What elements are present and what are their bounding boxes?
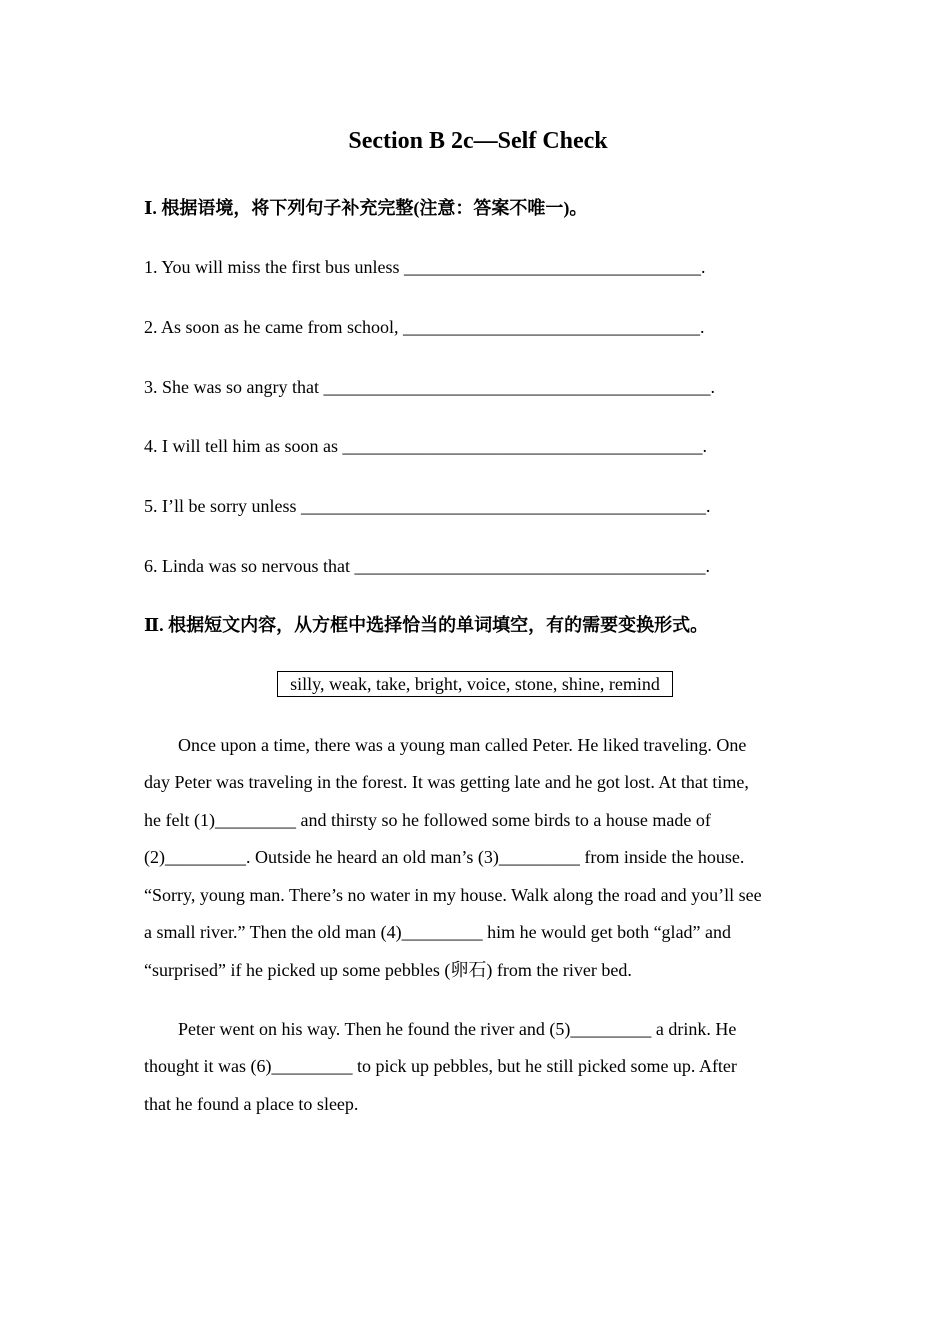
passage-line: (2)_________. Outside he heard an old man’s (3)_________ from inside the house. <box>144 847 745 867</box>
passage-line: “Sorry, young man. There’s no water in my house. Walk along the road and you’ll see <box>144 885 762 905</box>
exercise-item-6: 6. Linda was so nervous that _______________________________________. <box>144 556 710 576</box>
exercise-item-3: 3. She was so angry that ___________________________________________. <box>144 377 715 397</box>
passage-line: “surprised” if he picked up some pebbles (卵石) from the river bed. <box>144 960 632 980</box>
exercise-item-4: 4. I will tell him as soon as ________________________________________. <box>144 436 707 456</box>
exercise-item-5: 5. I’ll be sorry unless _____________________________________________. <box>144 496 711 516</box>
exercise-item-1: 1. You will miss the first bus unless _________________________________. <box>144 257 706 277</box>
passage-line: that he found a place to sleep. <box>144 1094 359 1114</box>
section-1-heading: Ⅰ. 根据语境，将下列句子补充完整(注意：答案不唯一)。 <box>144 198 588 218</box>
passage-line: Peter went on his way. Then he found the river and (5)_________ a drink. He <box>178 1019 737 1039</box>
passage-line: he felt (1)_________ and thirsty so he followed some birds to a house made of <box>144 810 711 830</box>
word-box: silly, weak, take, bright, voice, stone, shine, remind <box>277 671 673 697</box>
page-title: Section B 2c—Self Check <box>348 128 608 154</box>
exercise-item-2: 2. As soon as he came from school, _________________________________. <box>144 317 705 337</box>
passage-line: thought it was (6)_________ to pick up pebbles, but he still picked some up. After <box>144 1056 737 1076</box>
passage-line: a small river.” Then the old man (4)_________ him he would get both “glad” and <box>144 922 732 942</box>
passage-line: Once upon a time, there was a young man called Peter. He liked traveling. One <box>178 735 747 755</box>
section-2-heading: Ⅱ. 根据短文内容，从方框中选择恰当的单词填空，有的需要变换形式。 <box>144 615 709 635</box>
passage-line: day Peter was traveling in the forest. It was getting late and he got lost. At that time, <box>144 772 749 792</box>
